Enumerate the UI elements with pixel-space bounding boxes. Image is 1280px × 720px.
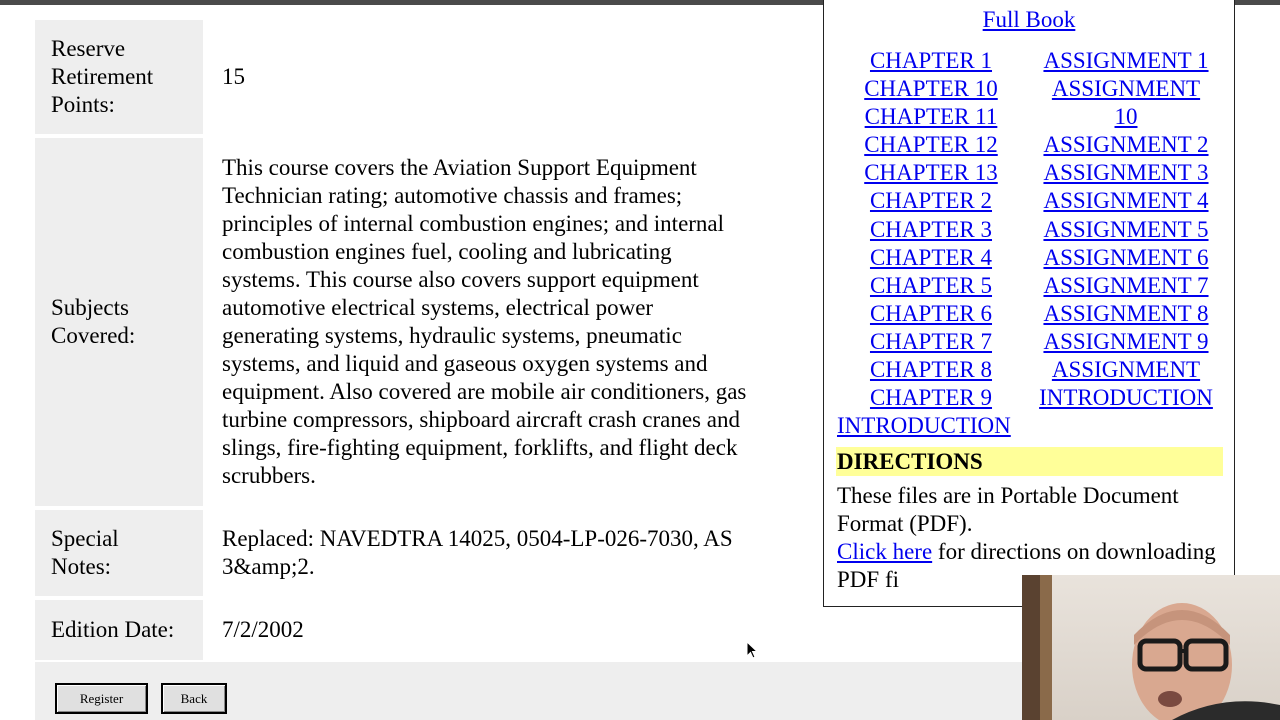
chapter-link[interactable]: CHAPTER 2 <box>869 188 993 214</box>
chapter-link[interactable]: CHAPTER 7 <box>869 328 993 354</box>
chapter-link[interactable]: CHAPTER 10 <box>864 76 998 102</box>
assignment-link[interactable]: INTRODUCTION <box>1039 385 1213 411</box>
webcam-person-image <box>1022 575 1280 720</box>
directions-description: These files are in Portable Document Format (PDF). <box>837 483 1179 536</box>
assignment-row <box>1030 244 1222 272</box>
assignment-link[interactable]: ASSIGNMENT 8 <box>1043 300 1209 326</box>
assignment-link[interactable]: 10 <box>1114 104 1138 130</box>
assignment-row <box>1030 75 1222 103</box>
chapter-link[interactable]: CHAPTER 12 <box>864 132 998 158</box>
assignment-row <box>1030 187 1222 215</box>
chapter-link[interactable]: CHAPTER 9 <box>869 385 993 411</box>
chapter-link[interactable]: CHAPTER 13 <box>864 160 998 186</box>
assignment-row <box>1030 384 1222 412</box>
chapter-link[interactable]: CHAPTER 3 <box>869 216 993 242</box>
click-here-link[interactable]: Click here <box>837 539 933 564</box>
chapter-row <box>840 216 1022 244</box>
assignment-link[interactable]: ASSIGNMENT 5 <box>1043 216 1209 242</box>
assignment-row <box>1030 216 1222 244</box>
assignment-link[interactable]: ASSIGNMENT <box>1051 357 1201 383</box>
chapter-row <box>840 159 1022 187</box>
special-notes-value: Replaced: NAVEDTRA 14025, 0504-LP-026-7030, AS 3&amp;2. <box>222 526 733 579</box>
reserve-points-label: Reserve Retirement Points: <box>35 20 203 134</box>
chapter-row <box>840 328 1022 356</box>
chapter-row <box>840 300 1022 328</box>
assignment-link[interactable]: ASSIGNMENT 3 <box>1043 160 1209 186</box>
subjects-covered-label: Subjects Covered: <box>35 138 203 506</box>
assignment-row <box>1030 300 1222 328</box>
assignment-row <box>1030 328 1222 356</box>
subjects-covered-value: This course covers the Aviation Support Equipment Technician rating; automotive chassis and frames; principles of internal combustion engines; and internal combustion engines fuel, cooling and lubricating systems. This course also covers support equipment automotive electrical systems, electrical power generating systems, hydraulic systems, pneumatic systems, and liquid and gaseous oxygen systems and equipment. Also covered are mobile air conditioners, gas turbine compressors, shipboard aircraft crash cranes and slings, fire-fighting equipment, forklifts, and flight deck scrubbers. <box>222 155 747 488</box>
full-book-link[interactable]: Full Book <box>982 7 1076 32</box>
special-notes-label: Special Notes: <box>35 510 203 596</box>
assignment-link[interactable]: ASSIGNMENT 9 <box>1043 328 1209 354</box>
chapter-row <box>840 356 1022 384</box>
chapter-row <box>840 384 1022 412</box>
assignment-row <box>1030 131 1222 159</box>
directions-heading: DIRECTIONS <box>836 447 1223 476</box>
back-button[interactable]: Back <box>161 683 227 714</box>
assignment-row <box>1030 159 1222 187</box>
reserve-points-value: 15 <box>222 64 245 89</box>
introduction-link-container <box>837 412 1011 440</box>
chapter-row <box>840 75 1022 103</box>
chapter-row <box>840 47 1022 75</box>
chapter-row <box>840 244 1022 272</box>
assignment-row <box>1030 356 1222 384</box>
assignment-row <box>1030 103 1222 131</box>
assignment-row <box>1030 47 1222 75</box>
chapter-link[interactable]: CHAPTER 11 <box>864 104 998 130</box>
introduction-link[interactable]: INTRODUCTION <box>837 413 1011 438</box>
chapter-row <box>840 187 1022 215</box>
directions-suffix: for directions on downloading PDF fi <box>837 539 1216 592</box>
chapter-row <box>840 272 1022 300</box>
full-book-link-container <box>823 6 1235 34</box>
assignment-link[interactable]: ASSIGNMENT 4 <box>1043 188 1209 214</box>
chapter-row <box>840 131 1022 159</box>
assignment-link[interactable]: ASSIGNMENT 1 <box>1043 48 1209 73</box>
chapter-row <box>840 103 1022 131</box>
edition-date-label: Edition Date: <box>35 600 203 660</box>
webcam-overlay <box>1022 575 1280 720</box>
mouse-pointer-icon <box>746 641 760 661</box>
chapter-links-list <box>840 47 1022 412</box>
chapter-link[interactable]: CHAPTER 4 <box>869 244 993 270</box>
chapter-link[interactable]: CHAPTER 6 <box>869 300 993 326</box>
assignment-links-list <box>1030 47 1222 412</box>
register-button[interactable]: Register <box>55 683 148 714</box>
assignment-row <box>1030 272 1222 300</box>
assignment-link[interactable]: ASSIGNMENT 2 <box>1043 132 1209 158</box>
assignment-link[interactable]: ASSIGNMENT <box>1051 76 1201 102</box>
edition-date-value: 7/2/2002 <box>222 617 304 642</box>
assignment-link[interactable]: ASSIGNMENT 7 <box>1043 272 1209 298</box>
chapter-link[interactable]: CHAPTER 1 <box>869 48 993 73</box>
chapter-link[interactable]: CHAPTER 8 <box>869 357 993 383</box>
assignment-link[interactable]: ASSIGNMENT 6 <box>1043 244 1209 270</box>
chapter-link[interactable]: CHAPTER 5 <box>869 272 993 298</box>
